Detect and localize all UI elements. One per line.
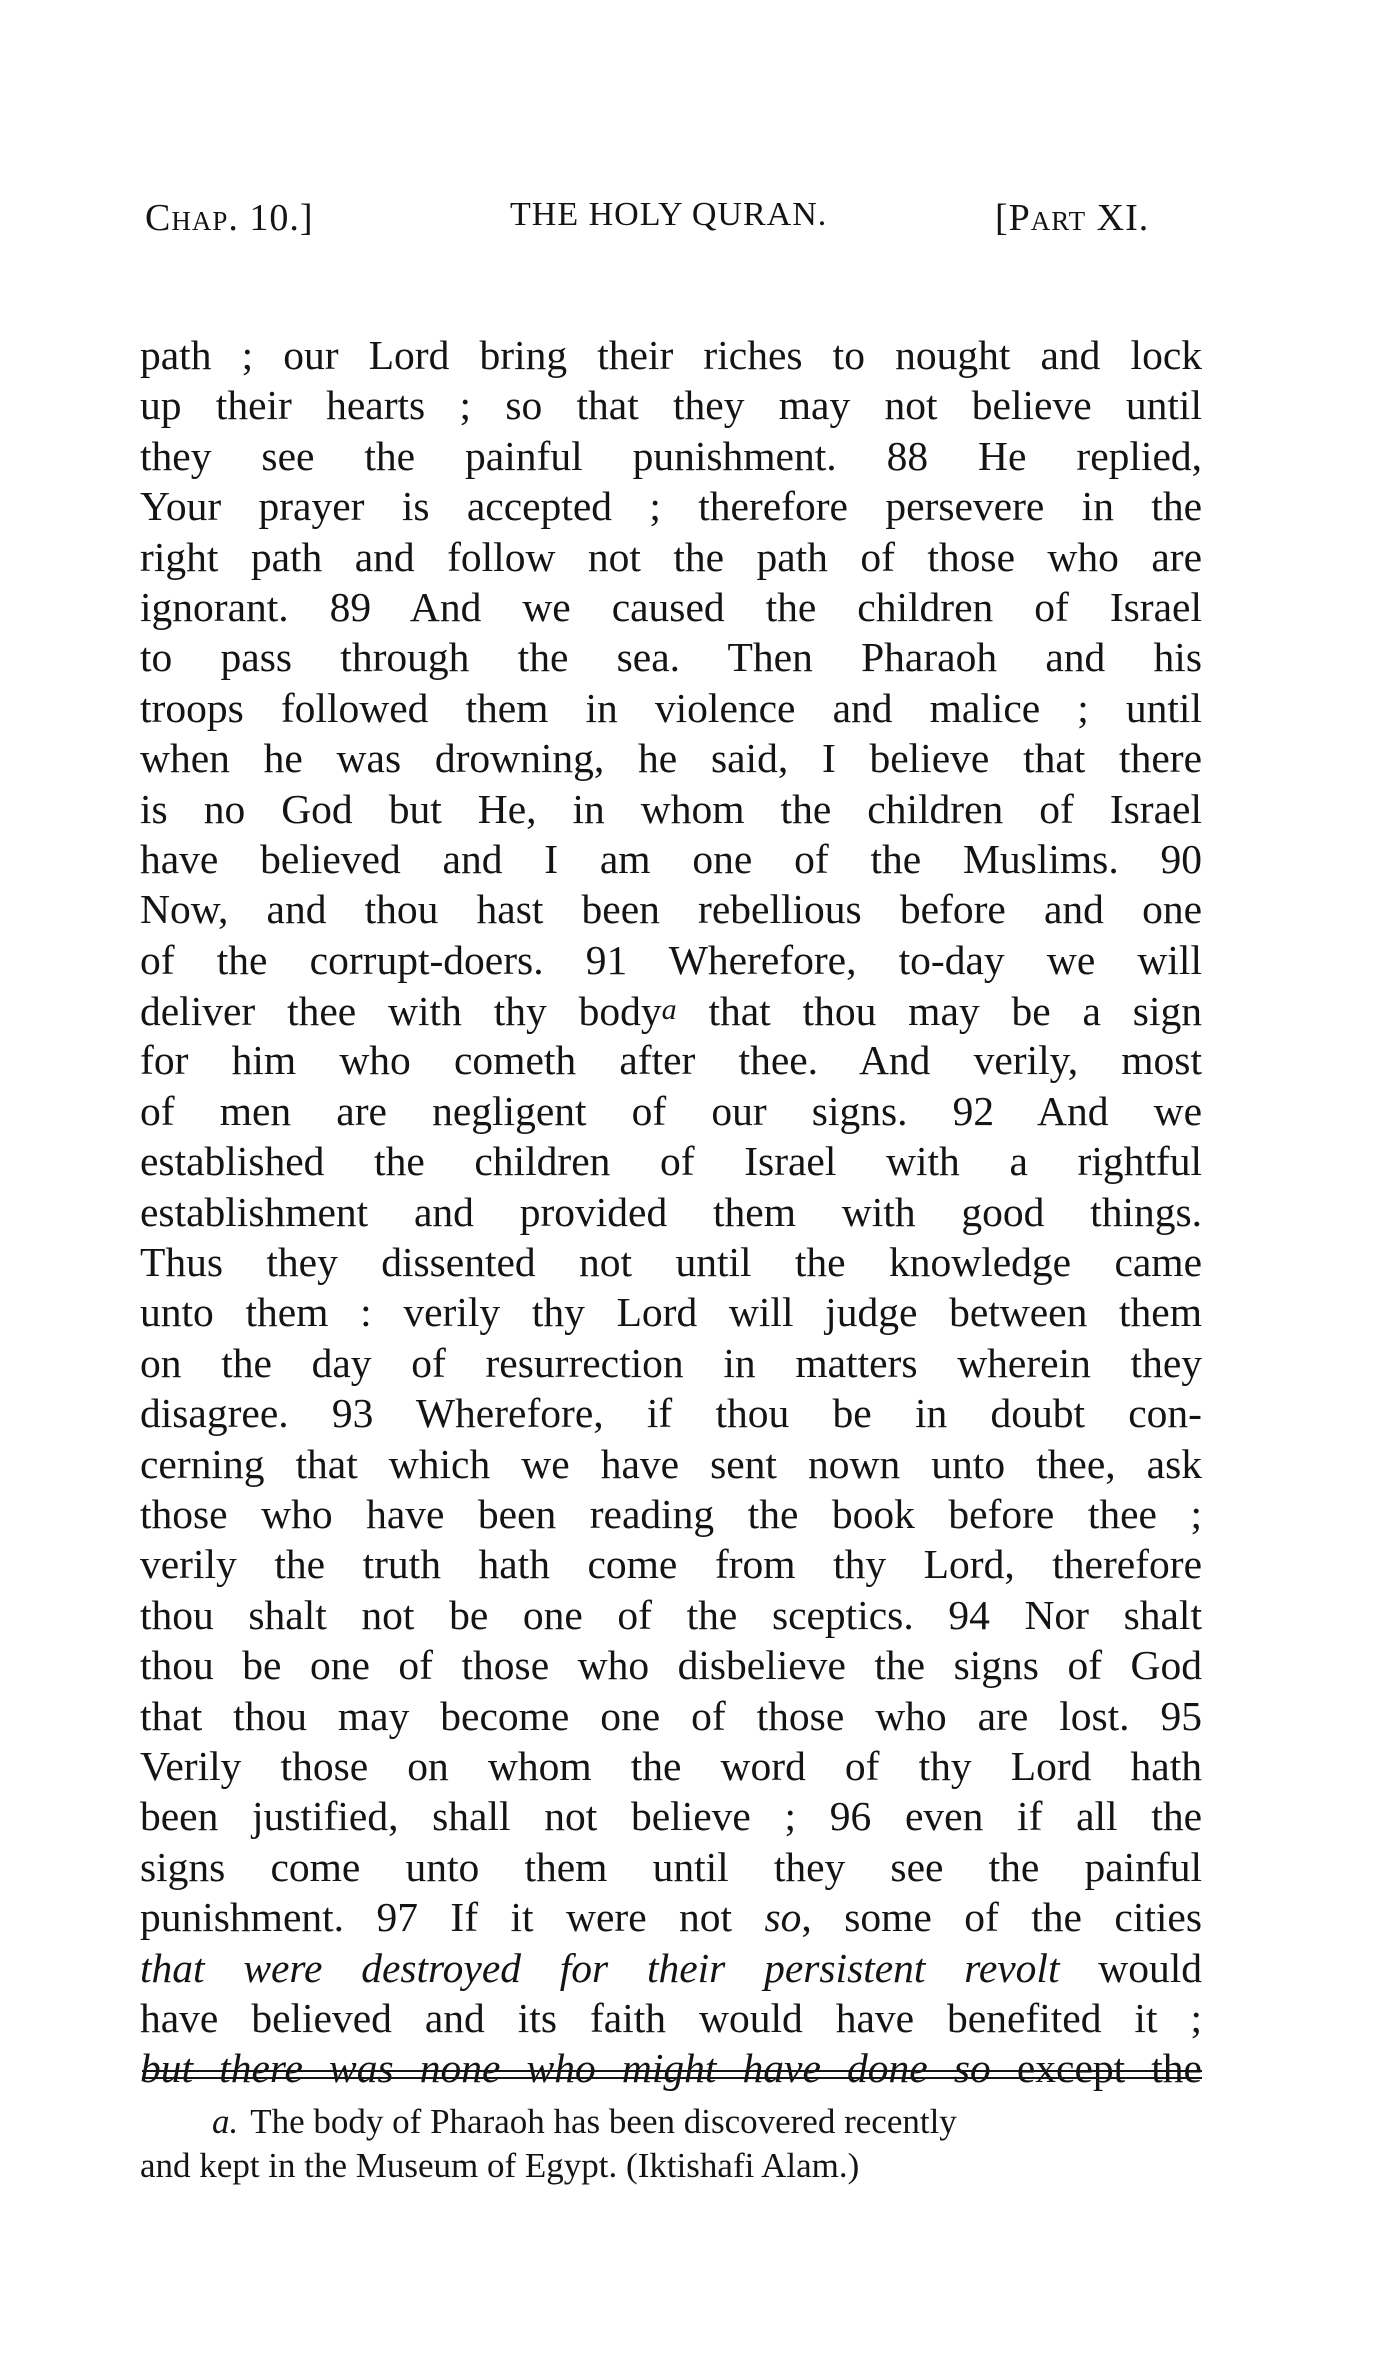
footnote-divider-top [142, 2070, 1202, 2072]
footnote-reference: a [661, 993, 677, 1027]
italic-segment: but there was none who might have done so [140, 2045, 991, 2092]
text-line: established the children of Israel with a rightful [140, 1138, 1202, 1185]
text-line: establishment and provided them with good things. [140, 1188, 1202, 1235]
text-line: of the corrupt-doers. 91 Wherefore, to-day we will [140, 936, 1202, 983]
book-title: THE HOLY QURAN. [510, 196, 828, 233]
text-line: to pass through the sea. Then Pharaoh and his [140, 634, 1202, 681]
footnote-text: The body of Pharaoh has been discovered recently [250, 2102, 957, 2141]
footnote [140, 2100, 1202, 2188]
text-segment: except the [990, 2045, 1202, 2092]
text-line: been justified, shall not believe ; 96 even if all the [140, 1793, 1202, 1840]
text-line: they see the painful punishment. 88 He replied, [140, 432, 1202, 479]
text-segment: would [1059, 1944, 1202, 1991]
text-line: cerning that which we have sent nown unto thee, ask [140, 1440, 1202, 1487]
text-segment: punishment. 97 If it were not [140, 1894, 765, 1941]
footnote-divider-bottom [142, 2077, 1202, 2079]
footnote-mark: a. [212, 2102, 239, 2141]
main-text [140, 330, 1202, 2094]
text-line: unto them : verily thy Lord will judge between them [140, 1289, 1202, 1336]
text-line [140, 2043, 1202, 2093]
text-line: Thus they dissented not until the knowledge came [140, 1239, 1202, 1286]
text-line: on the day of resurrection in matters wherein they [140, 1339, 1202, 1386]
text-line: of men are negligent of our signs. 92 And we [140, 1087, 1202, 1134]
running-header [135, 196, 1210, 256]
text-line: for him who cometh after thee. And verily, most [140, 1037, 1202, 1084]
text-line: verily the truth hath come from thy Lord, therefore [140, 1541, 1202, 1588]
text-line: thou be one of those who disbelieve the signs of God [140, 1642, 1202, 1689]
part-label: [Part XI. [995, 197, 1150, 239]
text-line: signs come unto them until they see the painful [140, 1843, 1202, 1890]
text-line: disagree. 93 Wherefore, if thou be in doubt con- [140, 1390, 1202, 1437]
text-line: troops followed them in violence and malice ; until [140, 684, 1202, 731]
text-line: Verily those on whom the word of thy Lord hath [140, 1742, 1202, 1789]
text-line: Now, and thou hast been rebellious before and one [140, 886, 1202, 933]
text-line: path ; our Lord bring their riches to nought and lock [140, 332, 1202, 378]
italic-segment: so [764, 1894, 802, 1941]
text-line: Your prayer is accepted ; therefore persevere in the [140, 483, 1202, 530]
footnote-line: and kept in the Museum of Egypt. (Iktishafi Alam.) [140, 2146, 860, 2185]
text-line: ignorant. 89 And we caused the children of Israel [140, 583, 1202, 630]
text-line: that thou may become one of those who are lost. 95 [140, 1692, 1202, 1739]
text-line: those who have been reading the book before thee ; [140, 1490, 1202, 1537]
text-line: right path and follow not the path of those who are [140, 533, 1202, 580]
text-line [140, 1892, 1202, 1942]
text-line: is no God but He, in whom the children of Israel [140, 785, 1202, 832]
text-line-with-footnote-ref [140, 985, 1202, 1035]
text-line: up their hearts ; so that they may not believe until [140, 382, 1202, 429]
text-line [140, 1943, 1202, 1993]
text-line: have believed and its faith would have benefited it ; [140, 1994, 1202, 2041]
text-segment: that thou may be a sign [676, 988, 1202, 1035]
text-segment: deliver thee with thy body [140, 988, 662, 1035]
text-line: when he was drowning, he said, I believe that there [140, 735, 1202, 782]
text-segment: , some of the cities [801, 1894, 1202, 1941]
text-line: have believed and I am one of the Muslims. 90 [140, 835, 1202, 882]
chapter-label: Chap. 10.] [145, 197, 314, 239]
italic-segment: that were destroyed for their persistent revolt [140, 1944, 1060, 1991]
footnote-line [140, 2100, 1202, 2144]
text-line: thou shalt not be one of the sceptics. 94 Nor shalt [140, 1591, 1202, 1638]
